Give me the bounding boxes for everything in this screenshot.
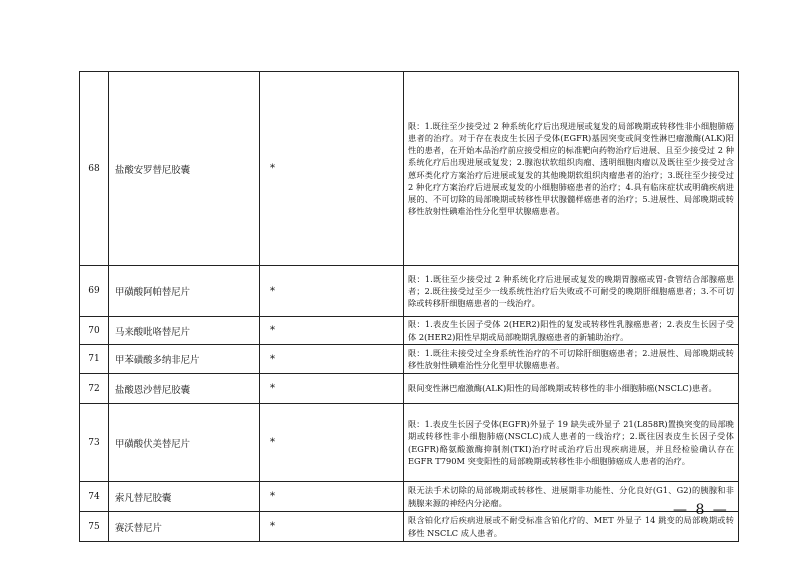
table-row	[80, 317, 739, 345]
row-number: 75	[80, 512, 109, 542]
table-row	[80, 482, 739, 512]
restriction-note: 限：1.既往至少接受过 2 种系统化疗后进展或复发的晚期胃腺癌或胃-食管结合部腺癌患者；2.既往接受过至少一线系统性治疗后失败或不可耐受的晚期肝细胞癌患者；3.不可切除或转移肝细胞癌患者的一线治疗。	[404, 266, 739, 317]
row-number: 73	[80, 404, 109, 482]
drug-name: 盐酸恩沙替尼胶囊	[109, 374, 260, 404]
restriction-note: 限含铂化疗后疾病进展或不耐受标准含铂化疗的、MET 外显子 14 跳变的局部晚期或转移性 NSCLC 成人患者。	[404, 512, 739, 542]
drug-category-mark: *	[260, 266, 404, 317]
restriction-note: 限：1.表皮生长因子受体 2(HER2)阳性的复发或转移性乳腺癌患者；2.表皮生长因子受体 2(HER2)阳性早期或局部晚期乳腺癌患者的新辅助治疗。	[404, 317, 739, 345]
row-number: 68	[80, 72, 109, 266]
drug-name: 甲苯磺酸多纳非尼片	[109, 345, 260, 374]
drug-name: 赛沃替尼片	[109, 512, 260, 542]
row-number: 74	[80, 482, 109, 512]
restriction-note: 限：1.表皮生长因子受体(EGFR)外显子 19 缺失或外显子 21(L858R)置换突变的局部晚期或转移性非小细胞肺癌(NSCLC)成人患者的一线治疗；2.既往因表皮生长因子受体(EGFR)酪氨酸激酶抑制剂(TKI)治疗时或治疗后出现疾病进展，并且经检验确认存在 EGFR T790M 突变阳性的局部晚期或转移性非小细胞肺癌成人患者的治疗。	[404, 404, 739, 482]
row-number: 72	[80, 374, 109, 404]
drug-name: 索凡替尼胶囊	[109, 482, 260, 512]
drug-category-mark: *	[260, 345, 404, 374]
table-row	[80, 345, 739, 374]
table-row	[80, 512, 739, 542]
drug-table	[79, 71, 739, 542]
table-row	[80, 374, 739, 404]
drug-name: 盐酸安罗替尼胶囊	[109, 72, 260, 266]
drug-category-mark: *	[260, 72, 404, 266]
drug-category-mark: *	[260, 482, 404, 512]
drug-category-mark: *	[260, 512, 404, 542]
restriction-note: 限间变性淋巴瘤激酶(ALK)阳性的局部晚期或转移性的非小细胞肺癌(NSCLC)患者。	[404, 374, 739, 404]
table-row	[80, 72, 739, 266]
page-number: — 8 —	[673, 502, 729, 518]
row-number: 71	[80, 345, 109, 374]
row-number: 70	[80, 317, 109, 345]
table-row	[80, 266, 739, 317]
drug-name: 甲磺酸阿帕替尼片	[109, 266, 260, 317]
drug-category-mark: *	[260, 404, 404, 482]
drug-category-mark: *	[260, 374, 404, 404]
restriction-note: 限：1.既往未接受过全身系统性治疗的不可切除肝细胞癌患者；2.进展性、局部晚期或转移性放射性碘难治性分化型甲状腺癌患者。	[404, 345, 739, 374]
drug-name: 甲磺酸伏美替尼片	[109, 404, 260, 482]
row-number: 69	[80, 266, 109, 317]
restriction-note: 限无法手术切除的局部晚期或转移性、进展期非功能性、分化良好(G1、G2)的胰腺和非胰腺来源的神经内分泌瘤。	[404, 482, 739, 512]
restriction-note: 限：1.既往至少接受过 2 种系统化疗后出现进展或复发的局部晚期或转移性非小细胞肺癌患者的治疗。对于存在表皮生长因子受体(EGFR)基因突变或间变性淋巴瘤激酶(ALK)阳性的患者，在开始本品治疗前应接受相应的标准靶向药物治疗后进展、且至少接受过 2 种系统化疗后出现进展或复发；2.腺泡状软组织肉瘤、透明细胞肉瘤以及既往至少接受过含蒽环类化疗方案治疗后进展或复发的其他晚期软组织肉瘤患者的治疗；3.既往至少接受过 2 种化疗方案治疗后进展或复发的小细胞肺癌患者的治疗；4.具有临床症状或明确疾病进展的、不可切除的局部晚期或转移性甲状腺髓样癌患者的治疗；5.进展性、局部晚期或转移性放射性碘难治性分化型甲状腺癌患者。	[404, 72, 739, 266]
drug-category-mark: *	[260, 317, 404, 345]
drug-name: 马来酸吡咯替尼片	[109, 317, 260, 345]
table-row	[80, 404, 739, 482]
